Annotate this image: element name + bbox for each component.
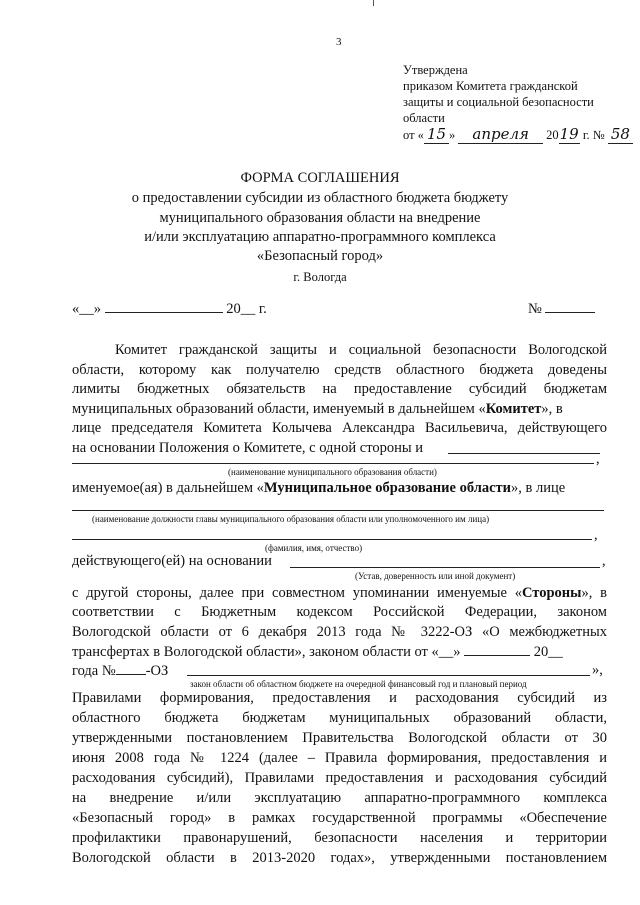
full-name-blank: [72, 539, 592, 540]
term-parties: Стороны: [522, 585, 582, 601]
p2-line-5: [72, 662, 168, 680]
date-month-blank: [105, 300, 223, 313]
caption-full-name: (фамилия, имя, отчество): [265, 543, 363, 553]
p1-line-4: [72, 401, 607, 418]
number-blank: [545, 300, 595, 313]
counterparty-blank-1: [448, 453, 600, 454]
p3-line-2: областного бюджета бюджетам муниципальных образований области,: [72, 710, 607, 726]
law-name-end: »,: [592, 662, 603, 678]
law-number-blank: [116, 662, 146, 675]
approval-block: [403, 62, 638, 143]
caption-law: закон области об областном бюджете на очередной финансовый год и плановый период: [190, 679, 527, 689]
agreement-number: [528, 300, 595, 318]
form-heading: ФОРМА СОГЛАШЕНИЯ: [240, 170, 400, 186]
approval-number: 58: [608, 125, 633, 144]
approval-line-3: защиты и социальной безопасности: [403, 95, 594, 109]
approval-month: апреля: [458, 125, 543, 144]
law-date-blank: [464, 643, 530, 656]
law-year: 20__: [533, 644, 563, 660]
p2-line-2: соответствии с Бюджетным кодексом Российской Федерации, законом: [72, 604, 607, 620]
date-mid: »: [449, 128, 456, 142]
basis-blank: [290, 567, 600, 568]
p3-line-9: Вологодской области в 2013-2020 годах», утвержденными постановлением: [72, 850, 607, 866]
comma-1: ,: [596, 451, 600, 467]
named-as-suffix: », в лице: [511, 480, 566, 496]
law-number-prefix: года №: [72, 663, 116, 679]
p2-line-1: [72, 585, 607, 602]
named-as-line: [72, 480, 565, 497]
municipality-blank: [72, 463, 594, 464]
scan-mark: [373, 0, 374, 6]
named-as-prefix: именуемое(ая) в дальнейшем «: [72, 480, 264, 496]
p1-line-2: области, которому как получателю средств областного бюджета доведены: [72, 362, 607, 378]
date-day-blank: «__»: [72, 301, 101, 317]
law-name-blank: [187, 675, 590, 676]
title-line-1: о предоставлении субсидии из областного бюджета бюджету: [131, 190, 509, 206]
acting-basis: действующего(ей) на основании: [72, 553, 272, 569]
p1-line-4-b: », в: [541, 401, 563, 417]
approval-day: 15: [424, 125, 449, 144]
page-number: 3: [336, 36, 342, 48]
approval-line-4: области: [403, 111, 445, 125]
caption-head-position: (наименование должности главы муниципального образования области или уполномоченного им лица): [92, 514, 490, 524]
number-prefix: г. №: [582, 128, 605, 142]
law-number-suffix: -ОЗ: [145, 663, 169, 679]
approval-line-1: Утверждена: [403, 63, 468, 77]
date-year: 20__ г.: [226, 301, 267, 317]
term-committee: Комитет: [485, 401, 542, 417]
approval-year: 19: [559, 125, 579, 143]
caption-basis: (Устав, доверенность или иной документ): [355, 571, 516, 581]
p3-line-3: утвержденными постановлением Правительства Вологодской области от 30: [72, 730, 607, 746]
date-row: [72, 300, 267, 318]
term-municipality: Муниципальное образование области: [263, 480, 512, 496]
p3-line-7: «Безопасный город» в рамках государственной программы «Обеспечение: [72, 810, 607, 826]
head-position-blank: [72, 510, 604, 511]
p2-line-4: [72, 643, 563, 661]
p3-line-1: Правилами формирования, предоставления и расходования субсидий из: [72, 690, 607, 706]
p1-line-5: лице председателя Комитета Колычева Александра Васильевича, действующего: [72, 420, 607, 436]
p3-line-6: на внедрение и/или эксплуатацию аппаратно-программного комплекса: [72, 790, 607, 806]
p3-line-5: расходования субсидий), Правилами предоставления и расходования субсидий: [72, 770, 607, 786]
title-line-4: «Безопасный город»: [256, 248, 384, 264]
city: г. Вологда: [293, 270, 347, 284]
number-sign: №: [528, 301, 542, 317]
title-line-3: и/или эксплуатацию аппаратно-программного комплекса: [144, 229, 496, 245]
p2-line-3: Вологодской области от 6 декабря 2013 года № 3222-ОЗ «О межбюджетных: [72, 624, 607, 640]
comma-2: ,: [594, 527, 598, 543]
p1-line-4-a: муниципальных образований области, именуемый в дальнейшем «: [72, 401, 486, 417]
caption-municipality: (наименование муниципального образования области): [228, 467, 437, 477]
comma-3: ,: [602, 553, 606, 569]
year-prefix: 20: [546, 128, 559, 142]
p3-line-4: июня 2008 года № 1224 (далее – Правила формирования, предоставления и: [72, 750, 607, 766]
approval-date: [403, 126, 638, 143]
title-line-2: муниципального образования области на внедрение: [159, 210, 481, 226]
approval-line-2: приказом Комитета гражданской: [403, 79, 578, 93]
p1-line-3: лимиты бюджетных обязательств на предоставление субсидий бюджетам: [72, 381, 607, 397]
p2-line-1-b: », в: [581, 585, 607, 601]
date-prefix: от «: [403, 128, 424, 142]
p1-line-6: на основании Положения о Комитете, с одной стороны и: [72, 440, 424, 456]
p2-line-1-a: с другой стороны, далее при совместном упоминании именуемые «: [72, 585, 523, 601]
p2-line-4-text: трансфертах в Вологодской области», законом области от «__»: [72, 644, 461, 660]
p1-line-1: Комитет гражданской защиты и социальной безопасности Вологодской: [115, 342, 607, 358]
p3-line-8: профилактики правонарушений, безопасности населения и территории: [72, 830, 607, 846]
